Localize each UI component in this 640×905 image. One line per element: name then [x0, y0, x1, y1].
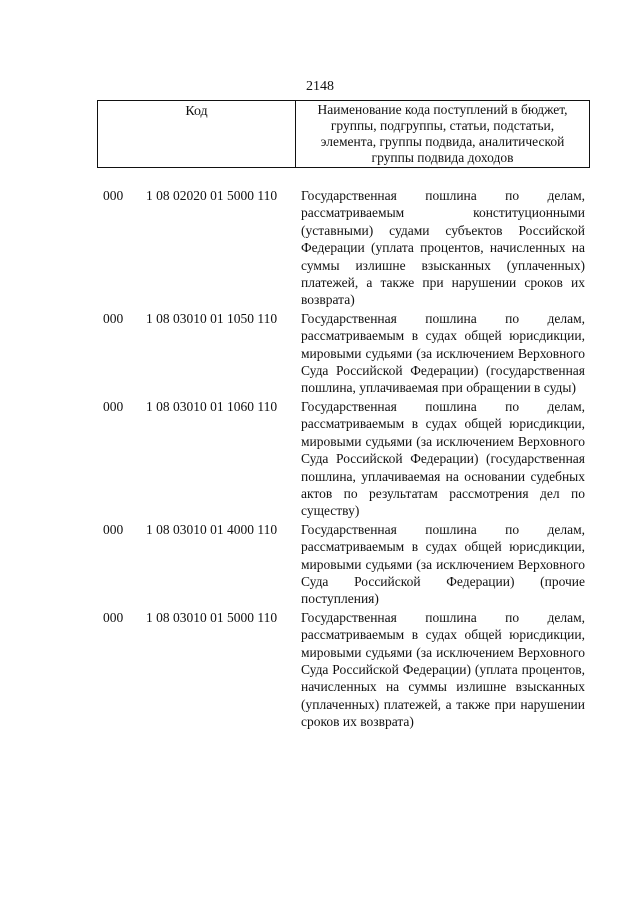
revenue-description: Государственная пошлина по делам, рассматриваемым конституционными (уставными) судами субъектов Российской Федерации (уплата процентов, начисленных на суммы излишне взысканных (уплаченных) платежей, а также при нарушении сроков их возврата) — [301, 188, 585, 308]
table-row — [0, 310, 640, 397]
table-row — [0, 521, 640, 608]
revenue-description: Государственная пошлина по делам, рассматриваемым в судах общей юрисдикции, мировыми судьями (за исключением Верховного Суда Российской Федерации) (уплата процентов, начисленных на суммы излишне взысканных (уплаченных) платежей, а также при нарушении сроков их возврата) — [301, 609, 585, 730]
table-body — [0, 187, 640, 731]
admin-code: 000 — [103, 188, 124, 203]
revenue-code: 1 08 03010 01 4000 110 — [146, 521, 278, 537]
revenue-description: Государственная пошлина по делам, рассматриваемым в судах общей юрисдикции, мировыми судьями (за исключением Верховного Суда Российской Федерации) (прочие поступления) — [301, 521, 585, 607]
table-row — [0, 398, 640, 520]
admin-code: 000 — [103, 521, 124, 537]
table-row — [0, 609, 640, 731]
revenue-code: 1 08 02020 01 5000 110 — [146, 188, 278, 203]
header-code-column: Код — [98, 101, 296, 167]
table-header — [97, 100, 590, 168]
admin-code: 000 — [103, 609, 124, 625]
revenue-description: Государственная пошлина по делам, рассматриваемым в судах общей юрисдикции, мировыми судьями (за исключением Верховного Суда Российской Федерации) (государственная пошлина, уплачиваемая при обращении в суды) — [301, 310, 585, 396]
revenue-code: 1 08 03010 01 1050 110 — [146, 310, 278, 326]
admin-code: 000 — [103, 398, 124, 414]
revenue-code: 1 08 03010 01 1060 110 — [146, 398, 278, 414]
table-row — [0, 187, 640, 309]
page-number: 2148 — [306, 79, 334, 94]
header-name-column: Наименование кода поступлений в бюджет, группы, подгруппы, статьи, подстатьи, элемента, группы подвида, аналитической группы подвида доходов — [317, 102, 568, 165]
admin-code: 000 — [103, 310, 124, 326]
revenue-description: Государственная пошлина по делам, рассматриваемым в судах общей юрисдикции, мировыми судьями (за исключением Верховного Суда Российской Федерации) (государственная пошлина, уплачиваемая на основании судебных актов по результатам рассмотрения дел по существу) — [301, 398, 585, 519]
revenue-code: 1 08 03010 01 5000 110 — [146, 609, 278, 625]
